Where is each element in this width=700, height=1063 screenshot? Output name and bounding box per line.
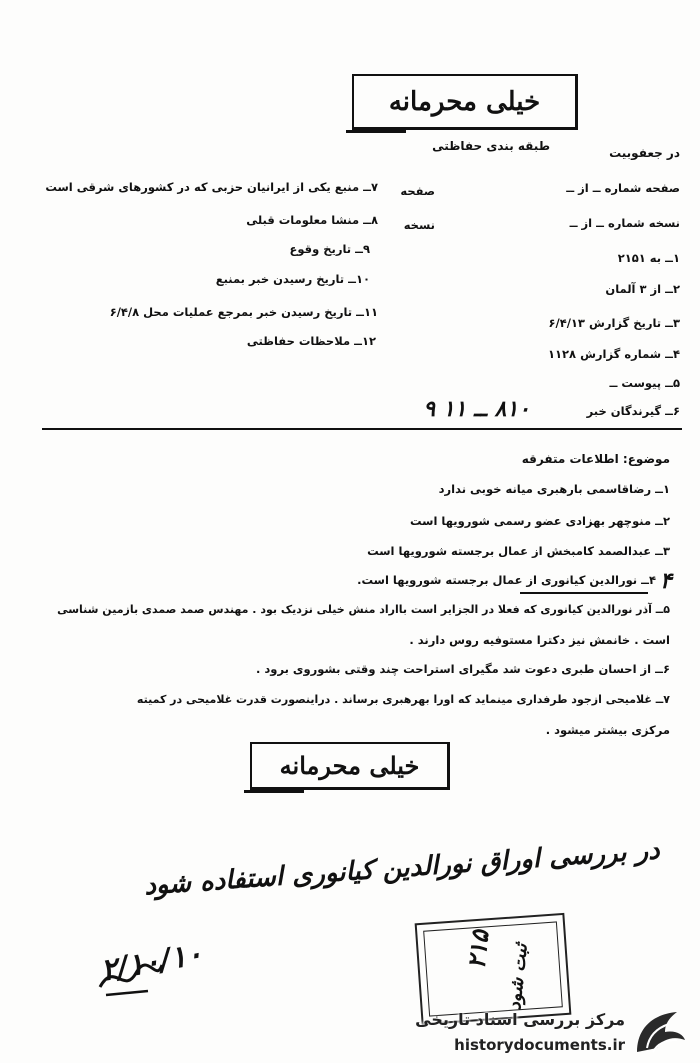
header-item-1: ۱ــ به ۲۱۵۱: [617, 251, 680, 265]
classification-stamp-bottom: [250, 742, 450, 790]
classification-text: خیلی محرمانه: [388, 86, 541, 117]
header-item-12: ۱۲ــ ملاحظات حفاظتی: [246, 334, 376, 348]
header-item-3: ۳ــ تاریخ گزارش ۶/۴/۱۳: [548, 316, 680, 330]
header-item-7: ۷ــ منبع یکی از ایرانیان حزبی که در کشورهای شرقی است: [45, 180, 378, 194]
footer-org-name: مرکز بررسی اسناد تاریخی: [415, 1010, 625, 1029]
footer-url: historydocuments.ir: [454, 1036, 625, 1054]
reference-label: در جعفوبیت: [609, 146, 680, 160]
header-divider: [42, 428, 682, 430]
body-item-5-continued: است . خانمش نیز دکترا مستوفیه روس دارند .: [409, 633, 670, 647]
copy-number-line: نسخه شماره ــ از ــ: [569, 216, 680, 230]
footer-logo: [405, 1006, 695, 1060]
header-item-2: ۲ــ از ۳ آلمان: [605, 282, 680, 296]
header-item-10: ۱۰ــ تاریخ رسیدن خبر بمنبع: [215, 272, 370, 286]
page-number-line: صفحه شماره ــ از ــ: [566, 181, 680, 195]
header-item-4: ۴ــ شماره گزارش ۱۱۲۸: [547, 347, 680, 361]
protection-label: طبقه بندی حفاظتی: [432, 139, 550, 153]
margin-mark: ۴: [660, 568, 672, 594]
body-item-6: ۶ــ از احسان طبری دعوت شد مگیرای استراحت چند وقتی بشوروی برود .: [256, 662, 670, 676]
classification-text-bottom: خیلی محرمانه: [279, 751, 420, 780]
signature-scribble: [96, 955, 166, 1000]
body-item-7-continued: مرکزی بیشتر میشود .: [545, 723, 670, 737]
body-item-3: ۳ــ عبدالصمد کامبخش از عمال برجسته شورویها است: [367, 544, 670, 558]
body-item-4-underline: [520, 592, 648, 594]
handwritten-signature-date: ۲/۱۰/۱۰: [98, 936, 206, 989]
body-item-2: ۲ــ منوچهر بهزادی عضو رسمی شورویها است: [409, 514, 670, 528]
page-label: صفحه: [400, 184, 435, 198]
body-item-1: ۱ــ رضاقاسمی بارهبری میانه خوبی ندارد: [438, 482, 670, 496]
header-item-5: ۵ــ پیوست ــ: [609, 376, 680, 390]
registry-number: ۲۱۵: [461, 928, 495, 971]
subject-line: موضوع: اطلاعات متفرقه: [521, 452, 670, 466]
header-item-8: ۸ــ منشا معلومات قبلی: [246, 213, 378, 227]
body-item-4: ۴ــ نورالدین کیانوری از عمال برجسته شورویها است.: [357, 573, 656, 587]
copy-label: نسخه: [403, 218, 435, 232]
handwritten-note: در بررسی اوراق نورالدین کیانوری استفاده شود: [143, 835, 661, 902]
recipients-handwritten: ۸۱۰ ــ ۱۱ ۹: [423, 396, 530, 422]
body-item-7: ۷ــ غلامیحی ازجود طرفداری مینماید که اورا بهرهبری برساند . دراینصورت قدرت غلامیحی در کمیته: [136, 693, 670, 706]
classification-stamp-top: [352, 74, 578, 130]
body-item-5: ۵ــ آذر نورالدین کیانوری که فعلا در الجزایر است بااراد منش خیلی نزدیک بود . مهندس صمد صمدی بازمین شناسی: [57, 603, 670, 616]
header-item-11: ۱۱ــ تاریخ رسیدن خبر بمرجع عملیات محل ۶/۴/۸: [109, 305, 378, 319]
header-item-6: ۶ــ گیرندگان خبر: [586, 404, 680, 418]
archive-logo-icon: [631, 1008, 689, 1058]
registry-label: ثبت شود: [504, 942, 532, 1012]
header-item-9: ۹ــ تاریخ وقوع: [289, 242, 370, 256]
